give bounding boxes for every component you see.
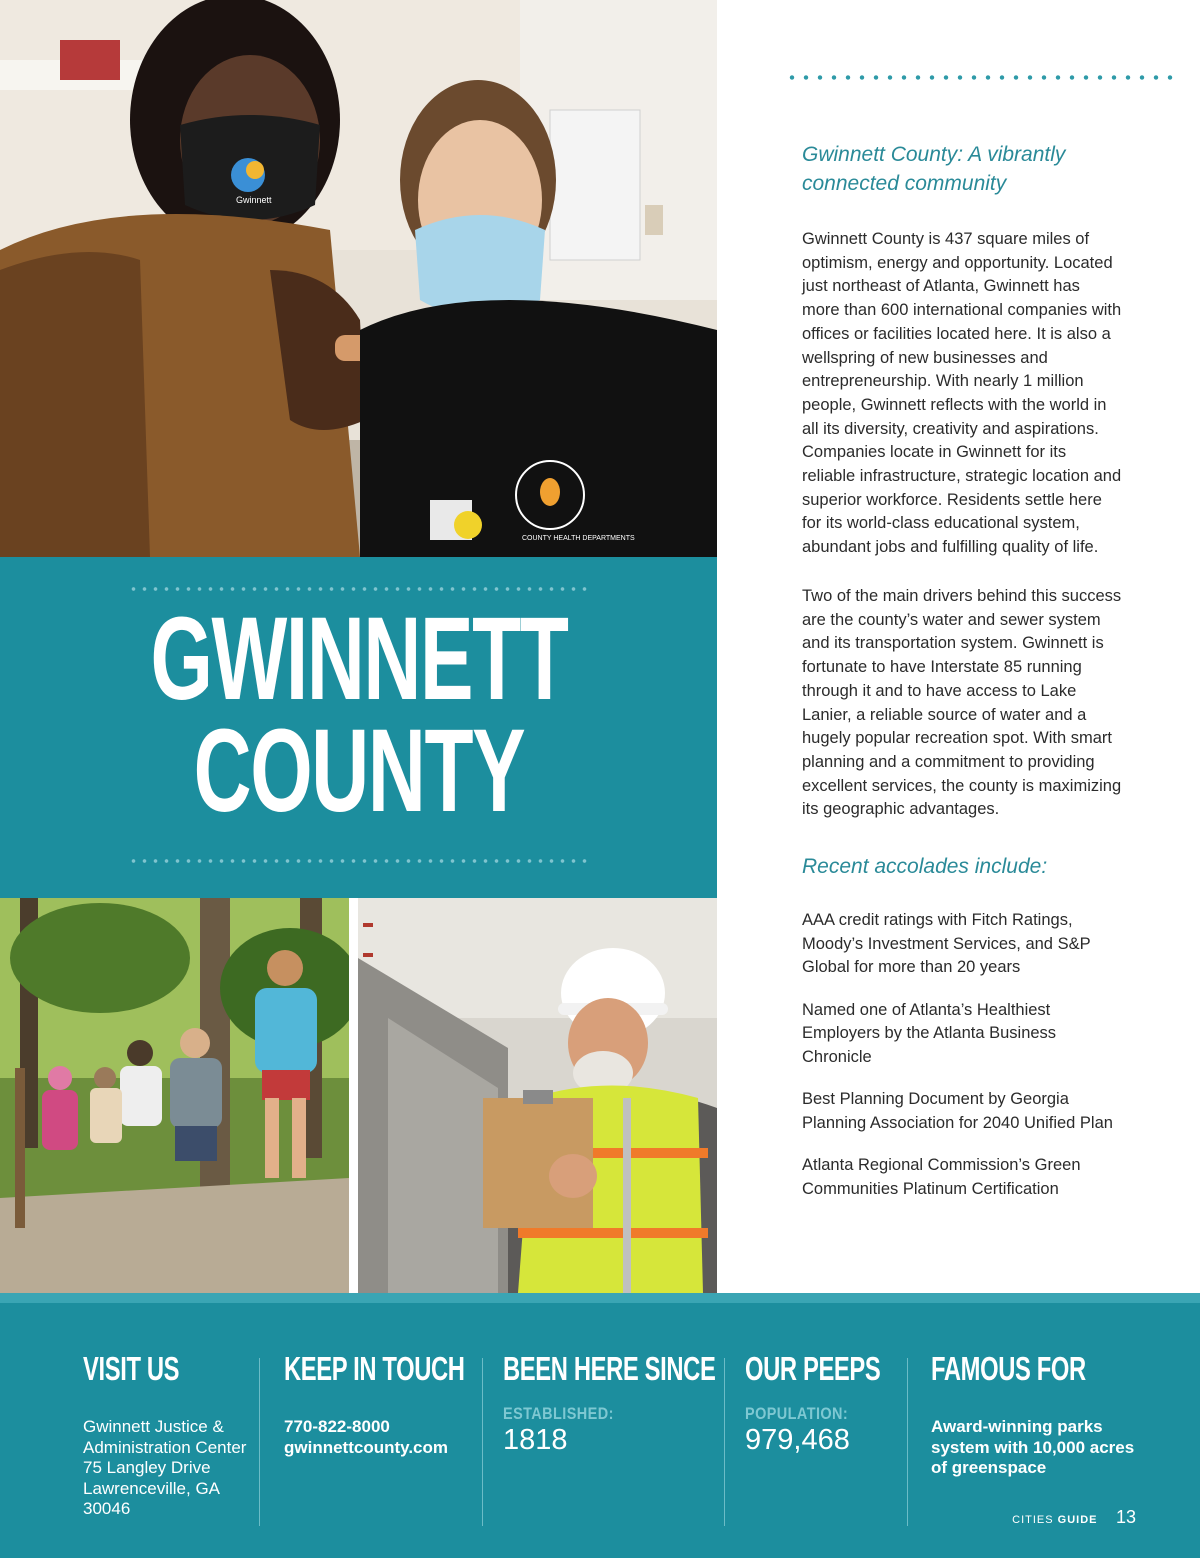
population-label: POPULATION: <box>745 1404 849 1423</box>
column-divider <box>259 1358 260 1526</box>
dotted-divider <box>128 587 588 591</box>
famous-for-text: Award-winning parks system with 10,000 acres of greenspace <box>931 1417 1135 1477</box>
accolade-item: Best Planning Document by Georgia Planning Association for 2040 Unified Plan <box>802 1090 1113 1132</box>
accolade-item: Named one of Atlanta’s Healthiest Employers by the Atlanta Business Chronicle <box>802 1000 1057 1067</box>
construction-worker-photo <box>358 898 717 1293</box>
been-here-since-title: BEEN HERE SINCE <box>503 1350 716 1387</box>
keep-in-touch-section <box>284 1351 535 1458</box>
title-band <box>0 557 717 898</box>
visit-us-section <box>83 1351 246 1520</box>
county-title-line2: COUNTY <box>193 705 525 837</box>
our-peeps-section <box>745 1351 933 1456</box>
column-divider <box>907 1358 908 1526</box>
accolades-heading: Recent accolades include: <box>802 855 1048 878</box>
svg-text:COUNTY HEALTH DEPARTMENTS: COUNTY HEALTH DEPARTMENTS <box>522 535 635 542</box>
intro-paragraph-2: Two of the main drivers behind this success are the county’s water and sewer system and its transportation system. Gwinnett is fortunate to have Interstate 85 running through it and to have access to Lake Lanier, a reliable source of water and a hugely popular recreation spot. With smart planning and a commitment to providing excellent services, the county is maximizing its geographic advantages. <box>802 587 1122 819</box>
intro-heading-line1: Gwinnett County: A vibrantly <box>802 143 1066 166</box>
address-line: Administration Center <box>83 1437 247 1457</box>
visit-us-title: VISIT US <box>83 1350 180 1387</box>
visit-us-address <box>83 1417 246 1520</box>
page-footer <box>1012 1507 1136 1528</box>
guide-label-bold: GUIDE <box>1057 1514 1098 1526</box>
established-label: ESTABLISHED: <box>503 1404 614 1423</box>
county-title-line1: GWINNETT <box>150 593 568 725</box>
intro-heading <box>802 140 1122 198</box>
intro-heading-line2: connected community <box>802 172 1007 195</box>
address-line: 30046 <box>83 1499 131 1518</box>
famous-for-section <box>931 1351 1151 1479</box>
dotted-divider <box>785 75 1180 80</box>
vaccination-photo <box>0 0 717 557</box>
column-divider <box>482 1358 483 1526</box>
phone-number[interactable]: 770-822-8000 <box>284 1417 390 1436</box>
keep-in-touch-title: KEEP IN TOUCH <box>284 1350 465 1387</box>
website-link[interactable]: gwinnettcounty.com <box>284 1437 449 1457</box>
contact-info <box>284 1417 535 1458</box>
column-divider <box>724 1358 725 1526</box>
our-peeps-title: OUR PEEPS <box>745 1350 881 1387</box>
address-line: 75 Langley Drive <box>83 1458 211 1477</box>
info-band <box>0 1293 1200 1558</box>
accolade-item: AAA credit ratings with Fitch Ratings, Moody’s Investment Services, and S&P Global for more than 20 years <box>802 911 1091 977</box>
established-year: 1818 <box>503 1424 568 1456</box>
dotted-divider <box>128 859 588 863</box>
famous-for-title: FAMOUS FOR <box>931 1350 1086 1387</box>
accolade-item: Atlanta Regional Commission’s Green Communities Platinum Certification <box>802 1156 1081 1198</box>
page-number: 13 <box>1115 1507 1136 1527</box>
county-title <box>115 593 603 837</box>
address-line: Lawrenceville, GA <box>83 1478 221 1498</box>
guide-label <box>1012 1514 1097 1526</box>
guide-label-prefix: CITIES <box>1012 1514 1058 1526</box>
intro-paragraph-1: Gwinnett County is 437 square miles of optimism, energy and opportunity. Located just northeast of Atlanta, Gwinnett has more than 600 international companies with offices or facilities located here. It is also a wellspring of new businesses and entrepreneurship. With nearly 1 million people, Gwinnett reflects with the world in all its diversity, creativity and aspirations. Companies locate in Gwinnett for its reliable infrastructure, strategic location and superior workforce. Residents settle here for its world-class educational system, abundant jobs and fulfilling quality of life. <box>802 230 1122 557</box>
population-value: 979,468 <box>745 1424 850 1456</box>
kids-hiking-photo <box>0 898 349 1293</box>
svg-text:Gwinnett: Gwinnett <box>236 195 272 205</box>
address-line: Gwinnett Justice & <box>83 1417 224 1436</box>
accolades-list <box>802 909 1122 1220</box>
